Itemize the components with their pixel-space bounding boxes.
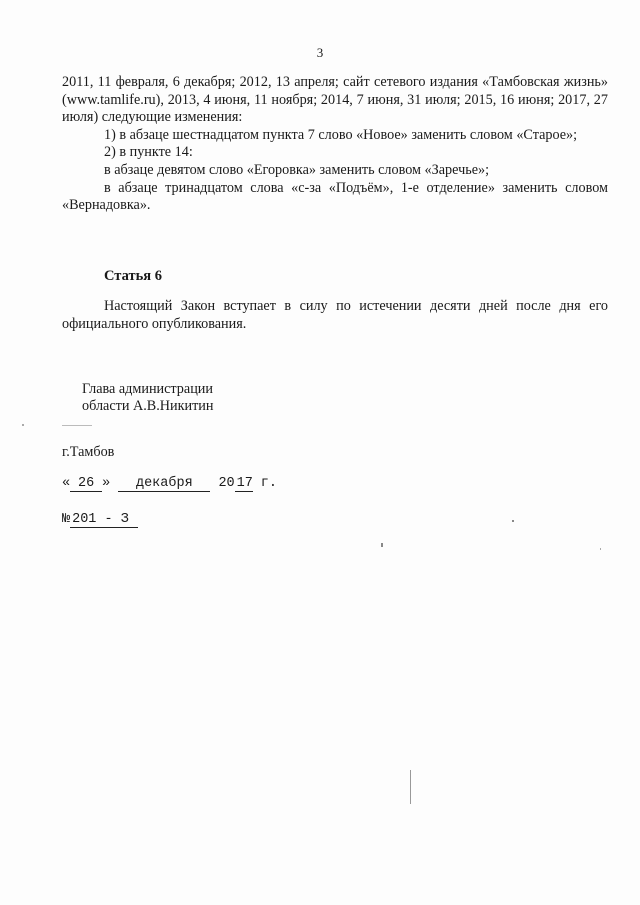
paragraph-item-2: 2) в пункте 14: xyxy=(104,144,193,161)
scan-speck xyxy=(512,520,514,522)
number-value: 201 - З xyxy=(70,512,138,528)
signature-block xyxy=(82,381,213,415)
signature-name: области А.В.Никитин xyxy=(82,398,214,414)
article-text: Настоящий Закон вступает в силу по истечении десяти дней после дня его официального опубликования. xyxy=(62,298,608,332)
scan-speck xyxy=(381,543,383,547)
date-close-quote: » xyxy=(102,476,111,491)
amendments-block xyxy=(62,74,608,215)
law-number xyxy=(62,512,138,528)
scan-speck xyxy=(22,424,24,426)
paragraph-item-1: 1) в абзаце шестнадцатом пункта 7 слово «Новое» заменить словом «Старое»; xyxy=(104,126,578,143)
article-block xyxy=(62,298,608,333)
signature-title: Глава администрации xyxy=(82,381,213,397)
article-heading: Статья 6 xyxy=(104,268,162,284)
date-year: 17 xyxy=(236,476,253,491)
paragraph-subitem-9: в абзаце девятом слово «Егоровка» заменить словом «Заречье»; xyxy=(104,161,490,178)
date-century: 20 xyxy=(218,476,235,491)
date-open-quote: « xyxy=(62,476,71,491)
date-suffix: г. xyxy=(260,476,277,491)
scan-speck xyxy=(410,770,411,804)
date-line xyxy=(62,476,277,492)
scan-speck xyxy=(600,548,601,550)
city: г.Тамбов xyxy=(62,444,115,460)
scan-speck xyxy=(62,425,92,426)
paragraph-sources: 2011, 11 февраля, 6 декабря; 2012, 13 апреля; сайт сетевого издания «Тамбовская жизнь» (www.tamlife.ru), 2013, 4 июня, 11 ноября; 2014, 7 июня, 31 июля; 2015, 16 июня; 2017, 27 июля) следующие изменения: xyxy=(62,74,608,126)
date-month: декабря xyxy=(118,476,210,492)
paragraph-subitem-13: в абзаце тринадцатом слова «с-за «Подъём», 1-е отделение» заменить словом «Вернадовка». xyxy=(62,179,608,214)
number-prefix: № xyxy=(62,512,71,527)
date-day: 26 xyxy=(70,476,102,492)
page-number: 3 xyxy=(316,45,324,60)
